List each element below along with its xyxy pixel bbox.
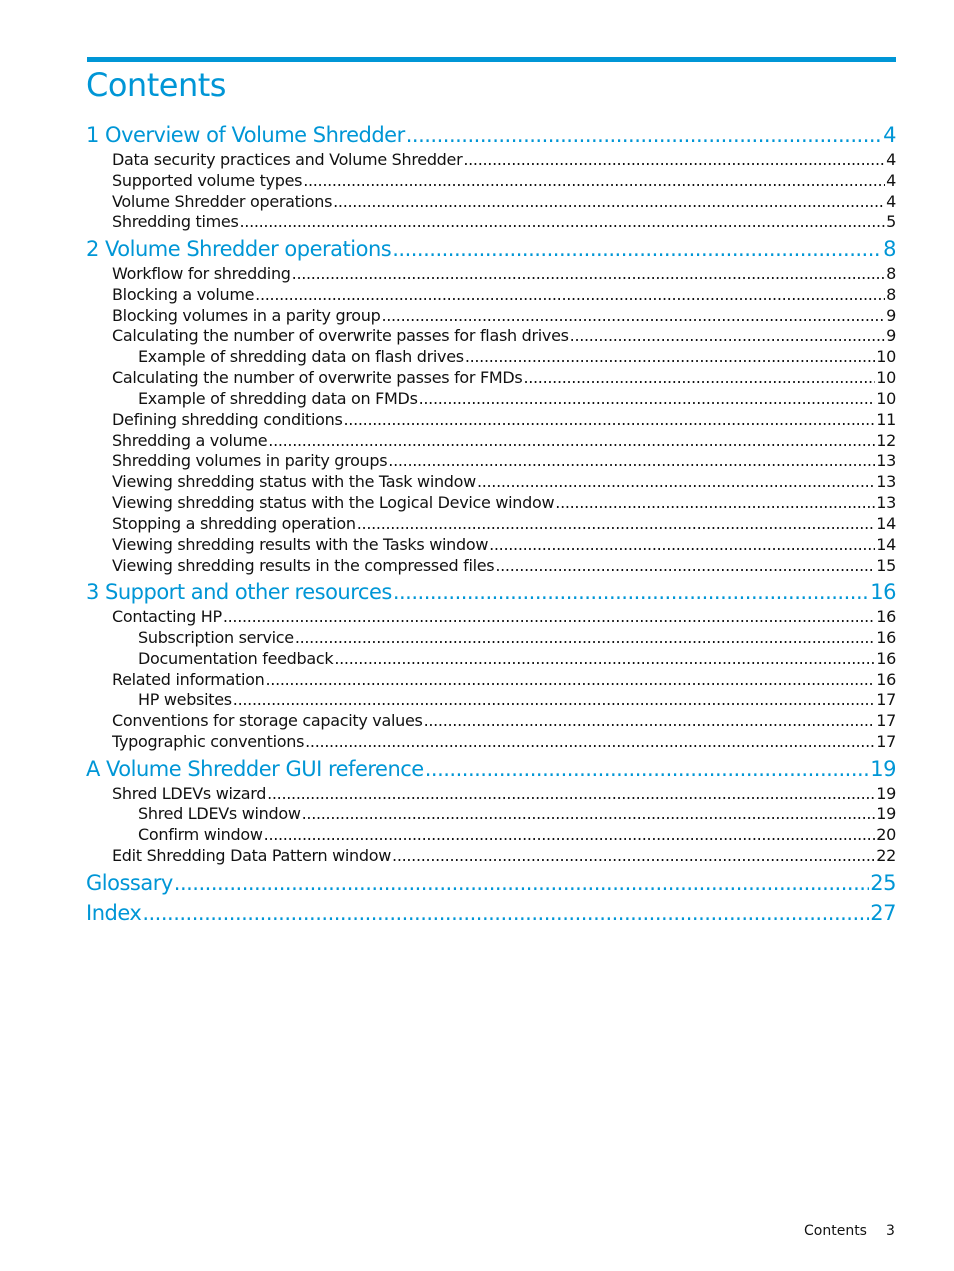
toc-section-link[interactable] — [138, 825, 896, 845]
toc-section-link[interactable] — [112, 285, 896, 305]
toc-entry-label: 2 Volume Shredder operations — [86, 237, 392, 261]
dot-leader — [302, 804, 876, 824]
toc-section-link[interactable] — [138, 628, 896, 648]
toc-section-link[interactable] — [112, 556, 896, 576]
toc-entry-label: Supported volume types — [112, 171, 303, 190]
toc-page-number: 17 — [876, 711, 896, 730]
toc-section-link[interactable] — [112, 711, 896, 731]
toc-page-number: 12 — [876, 431, 896, 450]
page-title: Contents — [86, 66, 226, 104]
toc-page-number: 4 — [886, 171, 896, 190]
toc-entry-label: Subscription service — [138, 628, 294, 647]
footer-label: Contents — [804, 1223, 867, 1239]
toc-section-link[interactable] — [138, 649, 896, 669]
dot-leader — [344, 410, 876, 430]
toc-page-number: 13 — [876, 493, 896, 512]
toc-entry-label: Viewing shredding results in the compressed files — [112, 556, 495, 575]
toc-page-number: 4 — [886, 150, 896, 169]
dot-leader — [392, 236, 882, 262]
toc-page-number: 13 — [876, 451, 896, 470]
toc-entry-label: 3 Support and other resources — [86, 580, 392, 604]
toc-entry-label: Shredding volumes in parity groups — [112, 451, 388, 470]
toc-section-link[interactable] — [112, 431, 896, 451]
dot-leader — [295, 628, 875, 648]
toc-entry-label: Shred LDEVs wizard — [112, 784, 267, 803]
toc-section-link[interactable] — [112, 846, 896, 866]
toc-chapter-link[interactable] — [86, 122, 896, 148]
toc-page-number: 16 — [876, 607, 896, 626]
toc-page-number: 19 — [876, 784, 896, 803]
footer-page-number: 3 — [886, 1223, 895, 1239]
toc-page-number: 10 — [876, 347, 896, 366]
toc-page-number: 4 — [883, 123, 896, 147]
toc-chapter-link[interactable] — [86, 236, 896, 262]
toc-page-number: 9 — [886, 326, 896, 345]
toc-section-link[interactable] — [112, 732, 896, 752]
toc-section-link[interactable] — [112, 670, 896, 690]
toc-entry-label: A Volume Shredder GUI reference — [86, 757, 424, 781]
toc-entry-label: Confirm window — [138, 825, 263, 844]
toc-entry-label: Index — [86, 901, 142, 925]
toc-page-number: 16 — [876, 649, 896, 668]
dot-leader — [240, 212, 886, 232]
toc-entry-label: Viewing shredding status with the Logical Device window — [112, 493, 555, 512]
dot-leader — [266, 670, 876, 690]
toc-section-link[interactable] — [112, 451, 896, 471]
toc-section-link[interactable] — [112, 472, 896, 492]
toc-section-link[interactable] — [112, 410, 896, 430]
dot-leader — [334, 649, 875, 669]
toc-section-link[interactable] — [112, 264, 896, 284]
toc-section-link[interactable] — [112, 192, 896, 212]
dot-leader — [425, 756, 870, 782]
toc-section-link[interactable] — [112, 368, 896, 388]
toc-entry-label: Workflow for shredding — [112, 264, 291, 283]
toc-entry-label: Example of shredding data on FMDs — [138, 389, 418, 408]
toc-page-number: 27 — [870, 901, 896, 925]
dot-leader — [555, 493, 875, 513]
toc-entry-label: Blocking a volume — [112, 285, 255, 304]
toc-page-number: 5 — [886, 212, 896, 231]
dot-leader — [174, 870, 869, 896]
toc-entry-label: Calculating the number of overwrite passes for flash drives — [112, 326, 569, 345]
toc-entry-label: Blocking volumes in a parity group — [112, 306, 381, 325]
toc-section-link[interactable] — [138, 690, 896, 710]
toc-entry-label: Shredding a volume — [112, 431, 268, 450]
dot-leader — [570, 326, 885, 346]
dot-leader — [392, 846, 875, 866]
dot-leader — [292, 264, 885, 284]
toc-entry-label: Viewing shredding results with the Tasks window — [112, 535, 489, 554]
toc-chapter-link[interactable] — [86, 579, 896, 605]
toc-page-number: 16 — [876, 670, 896, 689]
dot-leader — [477, 472, 875, 492]
toc-page-number: 8 — [886, 285, 896, 304]
toc-page-number: 11 — [876, 410, 896, 429]
toc-page-number: 20 — [876, 825, 896, 844]
toc-section-link[interactable] — [112, 535, 896, 555]
toc-entry-label: HP websites — [138, 690, 232, 709]
toc-page-number: 14 — [876, 535, 896, 554]
dot-leader — [489, 535, 875, 555]
toc-chapter-link[interactable] — [86, 870, 896, 896]
toc-page-number: 14 — [876, 514, 896, 533]
toc-entry-label: Contacting HP — [112, 607, 222, 626]
dot-leader — [495, 556, 875, 576]
toc-section-link[interactable] — [112, 326, 896, 346]
toc-page-number: 17 — [876, 732, 896, 751]
toc-chapter-link[interactable] — [86, 756, 896, 782]
dot-leader — [264, 825, 876, 845]
toc-section-link[interactable] — [138, 804, 896, 824]
toc-entry-label: 1 Overview of Volume Shredder — [86, 123, 405, 147]
toc-entry-label: Typographic conventions — [112, 732, 305, 751]
toc-section-link[interactable] — [112, 150, 896, 170]
dot-leader — [333, 192, 885, 212]
toc-entry-label: Stopping a shredding operation — [112, 514, 356, 533]
toc-section-link[interactable] — [138, 389, 896, 409]
toc-section-link[interactable] — [112, 514, 896, 534]
toc-page-number: 19 — [870, 757, 896, 781]
toc-section-link[interactable] — [138, 347, 896, 367]
toc-entry-label: Glossary — [86, 871, 173, 895]
toc-section-link[interactable] — [112, 493, 896, 513]
toc-entry-label: Shred LDEVs window — [138, 804, 301, 823]
dot-leader — [463, 150, 885, 170]
toc-entry-label: Volume Shredder operations — [112, 192, 333, 211]
dot-leader — [267, 784, 875, 804]
toc-entry-label: Data security practices and Volume Shredder — [112, 150, 463, 169]
top-rule — [87, 57, 896, 62]
toc-page-number: 13 — [876, 472, 896, 491]
toc-section-link[interactable] — [112, 171, 896, 191]
toc-section-link[interactable] — [112, 306, 896, 326]
toc-page-number: 16 — [870, 580, 896, 604]
toc-section-link[interactable] — [112, 212, 896, 232]
toc-page-number: 25 — [870, 871, 896, 895]
dot-leader — [303, 171, 885, 191]
dot-leader — [424, 711, 876, 731]
toc-entry-label: Viewing shredding status with the Task window — [112, 472, 476, 491]
dot-leader — [419, 389, 876, 409]
dot-leader — [393, 579, 869, 605]
dot-leader — [268, 431, 875, 451]
toc-chapter-link[interactable] — [86, 900, 896, 926]
toc-page-number: 4 — [886, 192, 896, 211]
toc-section-link[interactable] — [112, 607, 896, 627]
toc-page-number: 10 — [876, 368, 896, 387]
dot-leader — [357, 514, 875, 534]
toc-page-number: 15 — [876, 556, 896, 575]
toc-entry-label: Edit Shredding Data Pattern window — [112, 846, 392, 865]
dot-leader — [523, 368, 875, 388]
toc-page-number: 17 — [876, 690, 896, 709]
toc-page-number: 22 — [876, 846, 896, 865]
dot-leader — [233, 690, 875, 710]
dot-leader — [305, 732, 875, 752]
toc-entry-label: Related information — [112, 670, 265, 689]
toc-entry-label: Defining shredding conditions — [112, 410, 343, 429]
toc-page-number: 16 — [876, 628, 896, 647]
toc-page-number: 19 — [876, 804, 896, 823]
toc-page-number: 8 — [883, 237, 896, 261]
toc-page-number: 10 — [876, 389, 896, 408]
toc-entry-label: Documentation feedback — [138, 649, 334, 668]
toc-section-link[interactable] — [112, 784, 896, 804]
toc-entry-label: Shredding times — [112, 212, 239, 231]
dot-leader — [388, 451, 875, 471]
dot-leader — [406, 122, 882, 148]
dot-leader — [255, 285, 885, 305]
dot-leader — [465, 347, 875, 367]
dot-leader — [223, 607, 875, 627]
toc-entry-label: Example of shredding data on flash drives — [138, 347, 464, 366]
dot-leader — [381, 306, 885, 326]
toc-page-number: 8 — [886, 264, 896, 283]
toc-entry-label: Calculating the number of overwrite passes for FMDs — [112, 368, 523, 387]
toc-entry-label: Conventions for storage capacity values — [112, 711, 423, 730]
toc-page-number: 9 — [886, 306, 896, 325]
dot-leader — [142, 900, 869, 926]
